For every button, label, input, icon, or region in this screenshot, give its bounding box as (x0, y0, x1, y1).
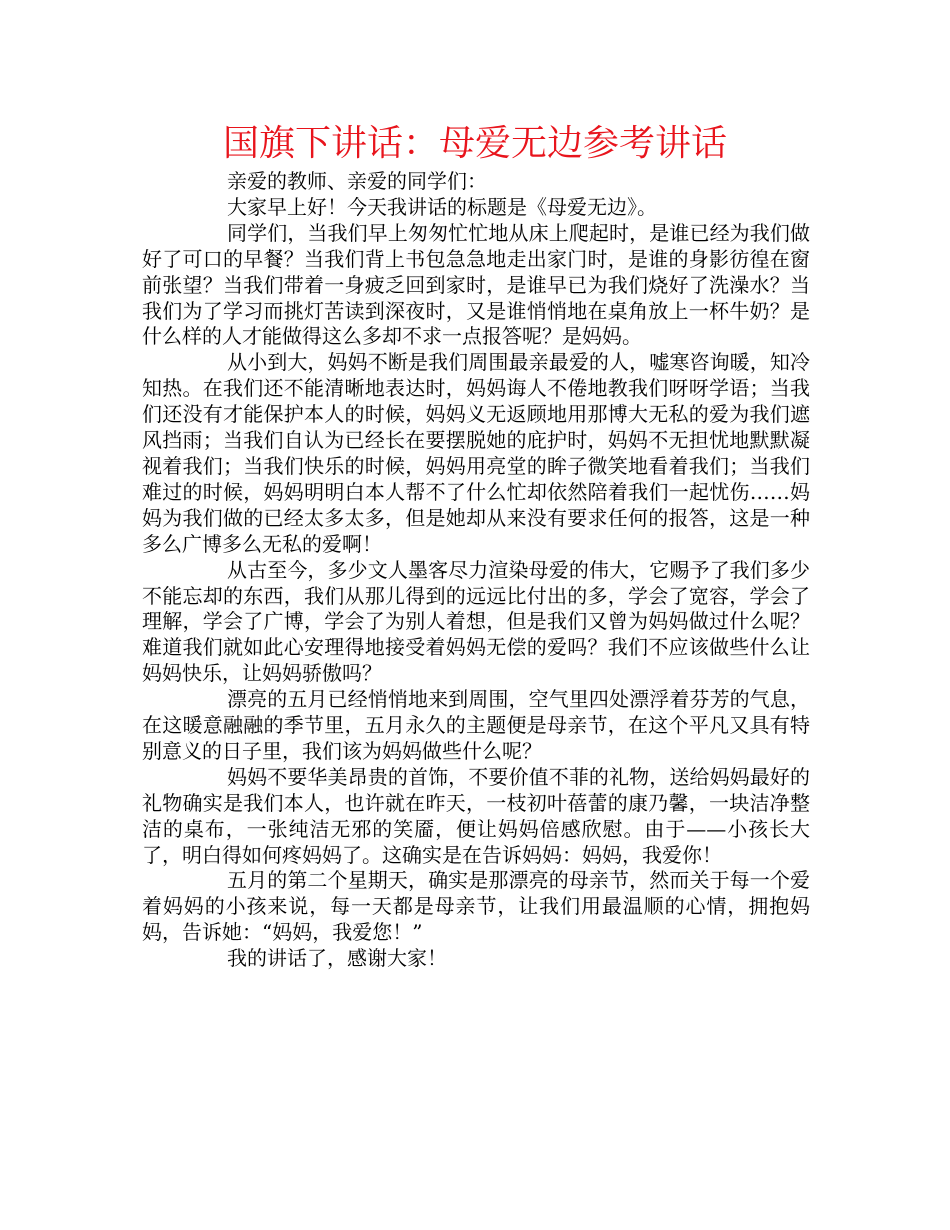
document-title: 国旗下讲话：母爱无边参考讲话 (222, 123, 727, 164)
document-body (142, 169, 810, 972)
paragraph-mothers-day: 五月的第二个星期天，确实是那漂亮的母亲节，然而关于每一个爱着妈妈的小孩来说，每一天都是母亲节，让我们用最温顺的心情，拥抱妈妈，告诉她：“妈妈，我爱您！” (142, 868, 810, 945)
paragraph-closing: 我的讲话了，感谢大家！ (227, 946, 447, 971)
paragraph-reflection: 从古至今，多少文人墨客尽力渲染母爱的伟大，它赐予了我们多少不能忘却的东西，我们从那儿得到的远远比付出的多，学会了宽容，学会了理解，学会了广博，学会了为别人着想，但是我们又曾为妈妈做过什么呢？难道我们就如此心安理得地接受着妈妈无偿的爱吗？我们不应该做些什么让妈妈快乐，让妈妈骄傲吗？ (142, 557, 810, 686)
paragraph-mother-care: 从小到大，妈妈不断是我们周围最亲最爱的人，嘘寒咨询暖，知冷知热。在我们还不能清晰地表达时，妈妈诲人不倦地教我们呀呀学语；当我们还没有才能保护本人的时候，妈妈义无返顾地用那博大无私的爱为我们遮风挡雨；当我们自认为已经长在要摆脱她的庇护时，妈妈不无担忧地默默凝视着我们；当我们快乐的时候，妈妈用亮堂的眸子微笑地看着我们；当我们难过的时候，妈妈明明白本人帮不了什么忙却依然陪着我们一起忧伤……妈妈为我们做的已经太多太多，但是她却从来没有要求任何的报答，这是一种多么广博多么无私的爱啊！ (142, 350, 810, 556)
paragraph-may: 漂亮的五月已经悄悄地来到周围，空气里四处漂浮着芬芳的气息，在这暖意融融的季节里，五月永久的主题便是母亲节，在这个平凡又具有特别意义的日子里，我们该为妈妈做些什么呢？ (142, 687, 810, 763)
paragraph-gift: 妈妈不要华美昂贵的首饰，不要价值不菲的礼物，送给妈妈最好的礼物确实是我们本人，也许就在昨天，一枝初叶蓓蕾的康乃馨，一块洁净整洁的桌布，一张纯洁无邪的笑靥，便让妈妈倍感欣慰。由于——小孩长大了，明白得如何疼妈妈了。这确实是在告诉妈妈：妈妈，我爱你！ (142, 764, 810, 867)
paragraph-opening: 大家早上好！今天我讲话的标题是《母爱无边》。 (227, 194, 657, 219)
paragraph-questions: 同学们，当我们早上匆匆忙忙地从床上爬起时，是谁已经为我们做好了可口的早餐？当我们背上书包急急地走出家门时，是谁的身影彷徨在窗前张望？当我们带着一身疲乏回到家时，是谁早已为我们烧好了洗澡水？当我们为了学习而挑灯苦读到深夜时，又是谁悄悄地在桌角放上一杯牛奶？是什么样的人才能做得这么多却不求一点报答呢？是妈妈。 (142, 220, 810, 349)
paragraph-greeting: 亲爱的教师、亲爱的同学们： (227, 169, 487, 193)
